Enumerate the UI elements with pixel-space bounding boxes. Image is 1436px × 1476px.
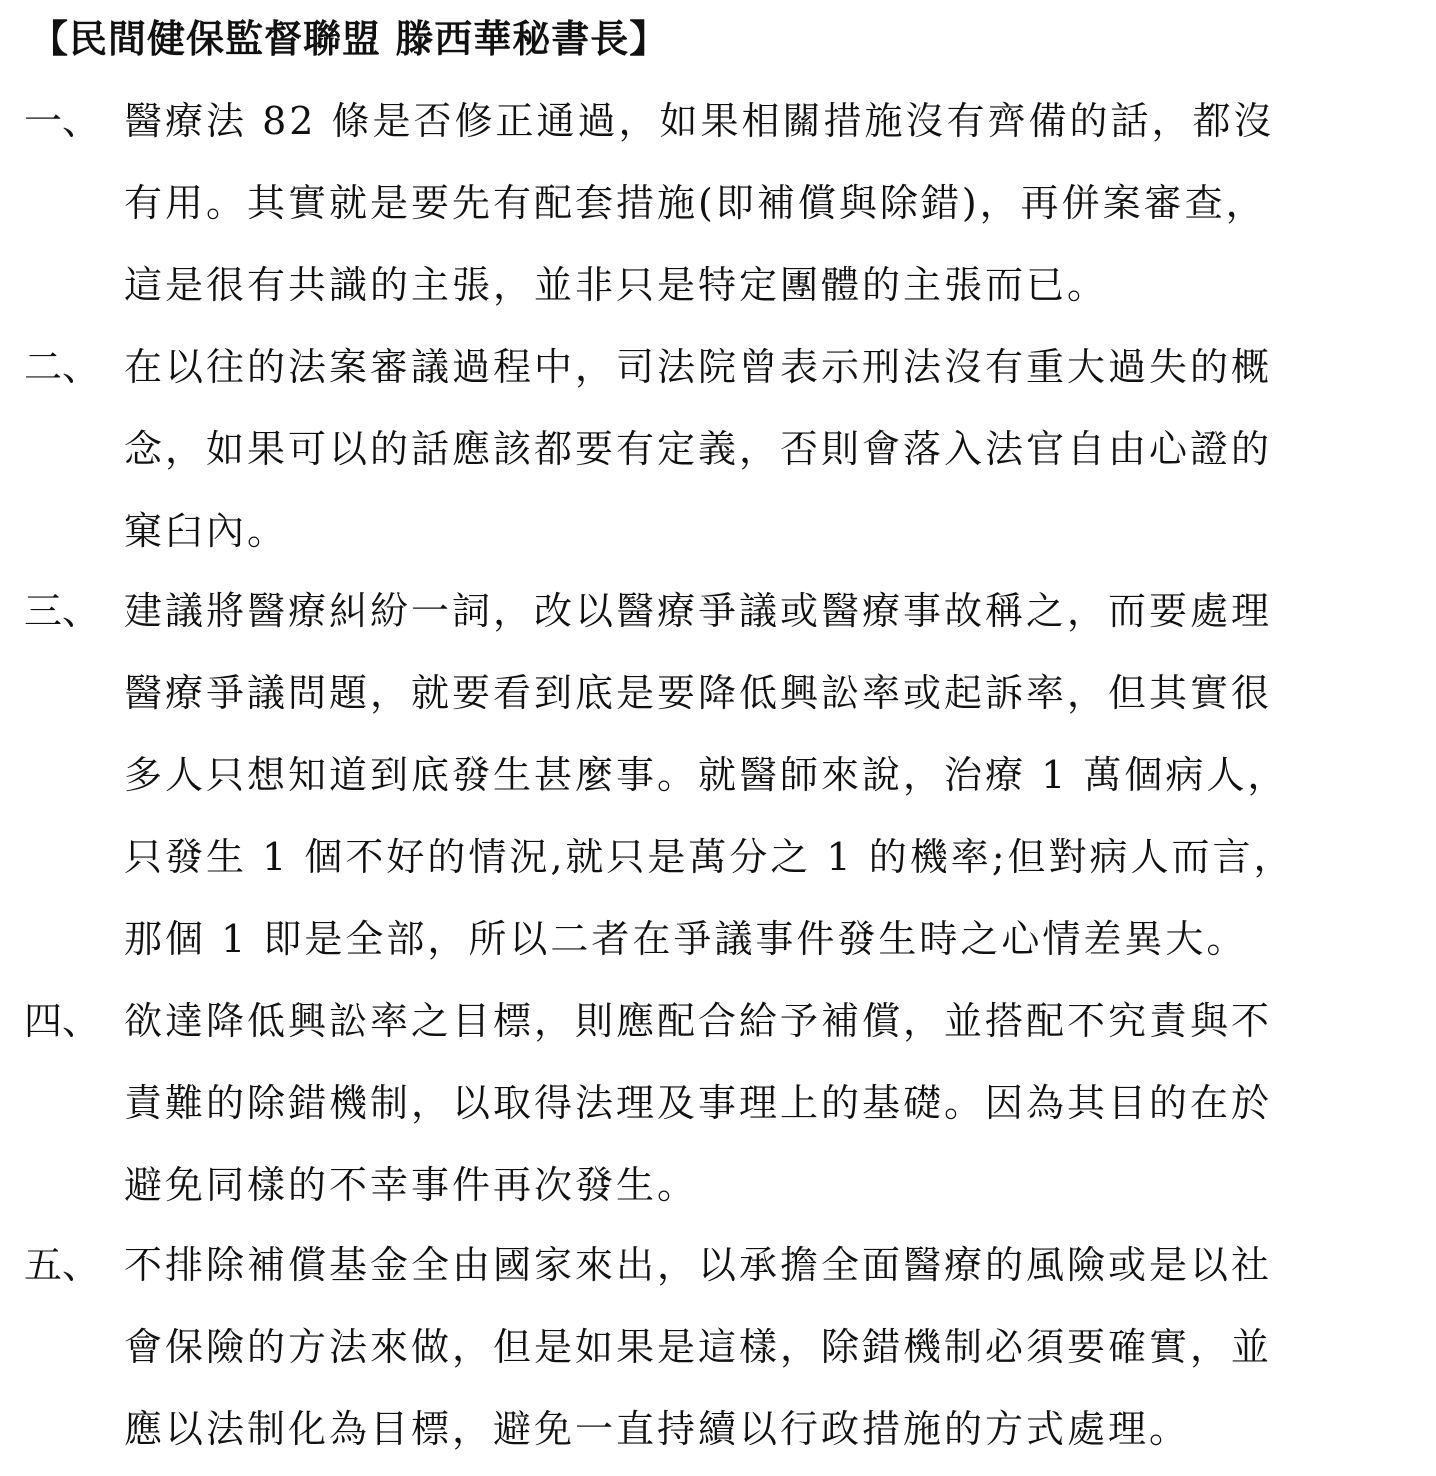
item-line: 多人只想知道到底發生甚麼事。就醫師來說，治療 1 萬個病人， — [124, 753, 1289, 797]
item-line: 有用。其實就是要先有配套措施(即補償與除錯)，再併案審查， — [124, 181, 1267, 225]
item-line: 那個 1 即是全部，所以二者在爭議事件發生時之心情差異大。 — [124, 917, 1248, 961]
item-line: 這是很有共識的主張，並非只是特定團體的主張而已。 — [124, 263, 1109, 307]
item-line: 不排除補償基金全由國家來出，以承擔全面醫療的風險或是以社 — [124, 1243, 1273, 1287]
item-line: 會保險的方法來做，但是如果是這樣，除錯機制必須要確實，並 — [124, 1325, 1273, 1369]
item-marker: 五、 — [24, 1243, 101, 1287]
item-line: 念，如果可以的話應該都要有定義，否則會落入法官自由心證的 — [124, 427, 1273, 471]
item-line: 醫療爭議問題，就要看到底是要降低興訟率或起訴率，但其實很 — [124, 671, 1273, 715]
document-heading: 【民間健保監督聯盟 滕西華秘書長】 — [30, 16, 669, 61]
item-line: 窠臼內。 — [124, 509, 289, 553]
item-marker: 一、 — [24, 99, 101, 143]
item-line: 只發生 1 個不好的情況,就只是萬分之 1 的機率;但對病人而言， — [124, 835, 1295, 879]
item-line: 避免同樣的不幸事件再次發生。 — [124, 1163, 699, 1207]
item-line: 在以往的法案審議過程中，司法院曾表示刑法沒有重大過失的概 — [124, 345, 1273, 389]
item-marker: 三、 — [24, 589, 101, 633]
item-line: 責難的除錯機制，以取得法理及事理上的基礎。因為其目的在於 — [124, 1081, 1273, 1125]
item-marker: 二、 — [24, 345, 101, 389]
item-line: 建議將醫療糾紛一詞，改以醫療爭議或醫療事故稱之，而要處理 — [124, 589, 1273, 633]
item-marker: 四、 — [24, 999, 101, 1043]
item-line: 醫療法 82 條是否修正通過，如果相關措施沒有齊備的話，都沒 — [124, 99, 1275, 143]
item-line: 應以法制化為目標，避免一直持續以行政措施的方式處理。 — [124, 1407, 1191, 1451]
item-line: 欲達降低興訟率之目標，則應配合給予補償，並搭配不究責與不 — [124, 999, 1273, 1043]
